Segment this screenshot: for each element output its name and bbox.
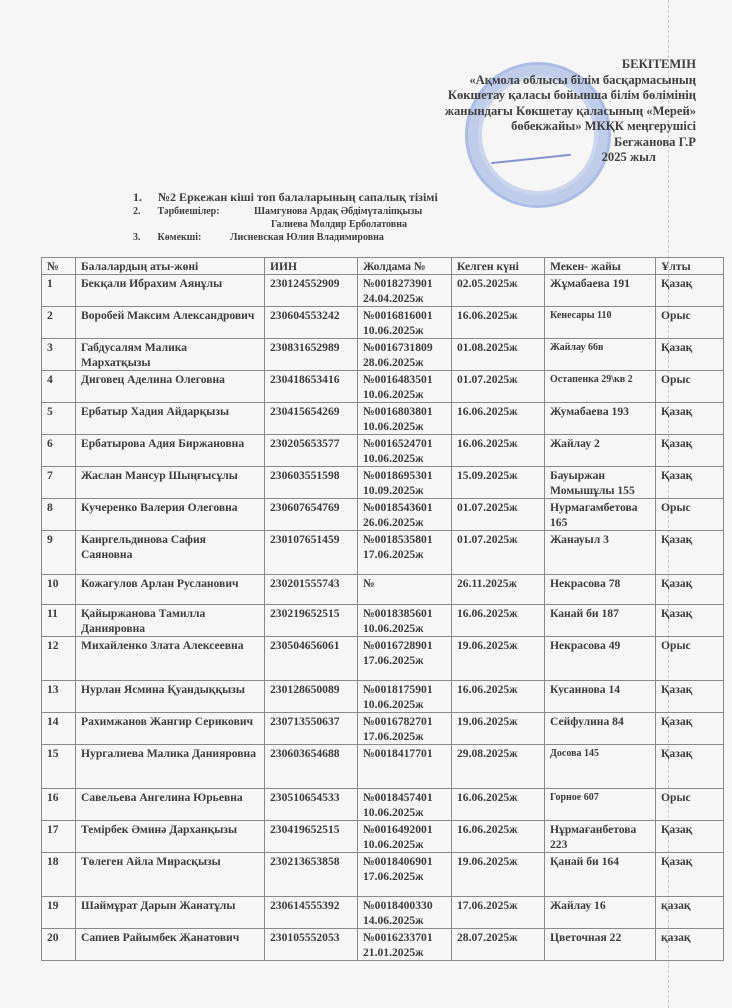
referral-number: №0016492001	[363, 823, 433, 836]
referral	[358, 929, 452, 961]
teachers-line-2	[133, 218, 438, 231]
address: Канай би 187	[545, 605, 656, 637]
address: Цветочная 22	[545, 929, 656, 961]
referral	[358, 789, 452, 821]
row-number: 8	[42, 499, 76, 531]
row-number: 5	[42, 403, 76, 435]
referral-date: 10.06.2025ж	[363, 806, 424, 819]
referral-number: №0016233701	[363, 931, 433, 944]
child-iin: 230415654269	[265, 403, 358, 435]
table-row	[42, 713, 724, 745]
referral-date: 10.06.2025ж	[363, 622, 424, 635]
group-title: №2 Еркежан кіші топ балаларының сапалық тізімі	[158, 190, 438, 204]
referral-date: 10.06.2025ж	[363, 324, 424, 337]
approval-line: жанындағы Көкшетау қаласының «Мерей»	[444, 103, 696, 118]
child-iin: 230201555743	[265, 575, 358, 605]
referral-date: 10.06.2025ж	[363, 452, 424, 465]
table-row	[42, 307, 724, 339]
table-row	[42, 605, 724, 637]
child-iin: 230205653577	[265, 435, 358, 467]
nationality: Қазақ	[656, 575, 724, 605]
child-name: Шаймұрат Дарын Жанатұлы	[76, 897, 265, 929]
referral	[358, 605, 452, 637]
table-row	[42, 467, 724, 499]
row-number: 15	[42, 745, 76, 789]
table-row	[42, 499, 724, 531]
table-row	[42, 929, 724, 961]
row-number: 3	[42, 339, 76, 371]
table-row	[42, 531, 724, 575]
child-iin: 230418653416	[265, 371, 358, 403]
referral	[358, 531, 452, 575]
referral-date: 17.06.2025ж	[363, 548, 424, 561]
row-number: 4	[42, 371, 76, 403]
child-name: Кожагулов Арлан Русланович	[76, 575, 265, 605]
referral-date: 10.09.2025ж	[363, 484, 424, 497]
arrival-date: 16.06.2025ж	[452, 681, 545, 713]
approval-line: бөбекжайы» МКҚК меңгерушісі	[511, 119, 696, 133]
arrival-date: 01.07.2025ж	[452, 371, 545, 403]
referral-number: №0018175901	[363, 683, 433, 696]
address: Жайлау 16	[545, 897, 656, 929]
nationality: қазақ	[656, 897, 724, 929]
item-number: 3.	[133, 232, 141, 243]
address: Досова 145	[545, 745, 656, 789]
header-referral: Жолдама №	[358, 258, 452, 275]
child-name: Ербатыр Хадия Айдарқызы	[76, 403, 265, 435]
assistant-line	[133, 231, 438, 244]
referral-number: №0016731809	[363, 341, 433, 354]
header-number: №	[42, 258, 76, 275]
referral-date: 10.06.2025ж	[363, 838, 424, 851]
arrival-date: 19.06.2025ж	[452, 713, 545, 745]
referral	[358, 339, 452, 371]
referral-number: №0016524701	[363, 437, 433, 450]
referral-number: №0018273901	[363, 277, 433, 290]
arrival-date: 01.07.2025ж	[452, 499, 545, 531]
referral	[358, 745, 452, 789]
address: Жумабаева 193	[545, 403, 656, 435]
address: Кусаинова 14	[545, 681, 656, 713]
nationality: Қазақ	[656, 745, 724, 789]
child-name: Каиргельдинова Сафия Саяновна	[76, 531, 265, 575]
child-name: Диговец Аделина Олеговна	[76, 371, 265, 403]
arrival-date: 02.05.2025ж	[452, 275, 545, 307]
referral-date: 17.06.2025ж	[363, 654, 424, 667]
children-table	[41, 257, 724, 961]
referral-date: 21.01.2025ж	[363, 946, 424, 959]
child-name: Савельева Ангелина Юрьевна	[76, 789, 265, 821]
row-number: 12	[42, 637, 76, 681]
referral	[358, 681, 452, 713]
row-number: 7	[42, 467, 76, 499]
child-name: Жаслан Мансур Шыңғысұлы	[76, 467, 265, 499]
child-iin: 230510654533	[265, 789, 358, 821]
referral	[358, 435, 452, 467]
approval-block	[376, 57, 696, 166]
teacher-name: Галиева Молдир Ерболатовна	[271, 219, 407, 230]
address: Горное 607	[545, 789, 656, 821]
address: Нурмагамбетова 165	[545, 499, 656, 531]
referral-number: №0018406901	[363, 855, 433, 868]
child-name: Михайленко Злата Алексеевна	[76, 637, 265, 681]
nationality: Қазақ	[656, 713, 724, 745]
child-iin: 230831652989	[265, 339, 358, 371]
row-number: 2	[42, 307, 76, 339]
arrival-date: 16.06.2025ж	[452, 789, 545, 821]
table-row	[42, 435, 724, 467]
referral-number: №0016803801	[363, 405, 433, 418]
child-name: Сапиев Райымбек Жанатович	[76, 929, 265, 961]
child-iin: 230713550637	[265, 713, 358, 745]
row-number: 18	[42, 853, 76, 897]
address: Остапенка 29\кв 2	[545, 371, 656, 403]
child-iin: 230219652515	[265, 605, 358, 637]
table-row	[42, 575, 724, 605]
arrival-date: 28.07.2025ж	[452, 929, 545, 961]
arrival-date: 19.06.2025ж	[452, 637, 545, 681]
referral	[358, 371, 452, 403]
child-iin: 230603654688	[265, 745, 358, 789]
referral-date: 26.06.2025ж	[363, 516, 424, 529]
arrival-date: 01.07.2025ж	[452, 531, 545, 575]
table-header-row	[42, 258, 724, 275]
child-name: Бекқали Ибрахим Аянұлы	[76, 275, 265, 307]
child-iin: 230604553242	[265, 307, 358, 339]
child-iin: 230128650089	[265, 681, 358, 713]
arrival-date: 16.06.2025ж	[452, 821, 545, 853]
nationality: Қазақ	[656, 853, 724, 897]
nationality: Қазақ	[656, 821, 724, 853]
arrival-date: 26.11.2025ж	[452, 575, 545, 605]
table-row	[42, 789, 724, 821]
child-iin: 230607654769	[265, 499, 358, 531]
arrival-date: 16.06.2025ж	[452, 307, 545, 339]
address: Нұрмағанбетова 223	[545, 821, 656, 853]
nationality: Орыс	[656, 499, 724, 531]
referral-number: №0016483501	[363, 373, 433, 386]
referral-number: №0018457401	[363, 791, 433, 804]
referral	[358, 821, 452, 853]
header-address: Мекен- жайы	[545, 258, 656, 275]
nationality: Орыс	[656, 307, 724, 339]
address: Бауыржан Момышұлы 155	[545, 467, 656, 499]
referral-number: №0018400330	[363, 899, 433, 912]
arrival-date: 16.06.2025ж	[452, 435, 545, 467]
group-title-line	[133, 189, 438, 205]
referral	[358, 637, 452, 681]
assistant-label: Көмекші:	[157, 232, 202, 243]
address: Сейфулина 84	[545, 713, 656, 745]
referral-date: 10.06.2025ж	[363, 698, 424, 711]
row-number: 14	[42, 713, 76, 745]
row-number: 6	[42, 435, 76, 467]
arrival-date: 16.06.2025ж	[452, 605, 545, 637]
approval-year: 2025 жыл	[601, 150, 656, 164]
table-row	[42, 745, 724, 789]
address: Жайлау 2	[545, 435, 656, 467]
nationality: Қазақ	[656, 531, 724, 575]
nationality: Орыс	[656, 637, 724, 681]
child-iin: 230419652515	[265, 821, 358, 853]
address: Некрасова 49	[545, 637, 656, 681]
child-name: Нурлан Ясмина Қуандыққызы	[76, 681, 265, 713]
row-number: 17	[42, 821, 76, 853]
child-iin: 230124552909	[265, 275, 358, 307]
nationality: Қазақ	[656, 435, 724, 467]
child-name: Воробей Максим Александрович	[76, 307, 265, 339]
arrival-date: 29.08.2025ж	[452, 745, 545, 789]
child-iin: 230213653858	[265, 853, 358, 897]
assistant-name: Лисневская Юлия Владимировна	[230, 232, 384, 243]
row-number: 20	[42, 929, 76, 961]
nationality: Қазақ	[656, 605, 724, 637]
table-row	[42, 637, 724, 681]
nationality: Орыс	[656, 789, 724, 821]
header-nationality: Ұлты	[656, 258, 724, 275]
teachers-line	[133, 205, 438, 218]
child-iin: 230614555392	[265, 897, 358, 929]
table-body	[42, 275, 724, 961]
referral	[358, 403, 452, 435]
child-iin: 230504656061	[265, 637, 358, 681]
child-iin: 230105552053	[265, 929, 358, 961]
arrival-date: 17.06.2025ж	[452, 897, 545, 929]
nationality: Орыс	[656, 371, 724, 403]
row-number: 16	[42, 789, 76, 821]
child-name: Кучеренко Валерия Олеговна	[76, 499, 265, 531]
approval-line: Бегжанова Г.Р	[614, 134, 696, 149]
group-info	[133, 189, 438, 244]
referral-date: 24.04.2025ж	[363, 292, 424, 305]
table-row	[42, 403, 724, 435]
child-name: Темірбек Әминә Дарханқызы	[76, 821, 265, 853]
nationality: Қазақ	[656, 403, 724, 435]
row-number: 13	[42, 681, 76, 713]
child-name: Ербатырова Адия Биржановна	[76, 435, 265, 467]
referral-number: №0018417701	[363, 747, 433, 760]
referral-number: №0016728901	[363, 639, 433, 652]
arrival-date: 19.06.2025ж	[452, 853, 545, 897]
referral-date: 10.06.2025ж	[363, 420, 424, 433]
approval-line: «Ақмола облысы білім басқармасының	[469, 72, 696, 87]
referral	[358, 467, 452, 499]
address: Жайлау 66в	[545, 339, 656, 371]
referral	[358, 499, 452, 531]
referral	[358, 307, 452, 339]
referral	[358, 575, 452, 605]
address: Жұмабаева 191	[545, 275, 656, 307]
child-name: Қайыржанова Тамилла Данияровна	[76, 605, 265, 637]
address: Қанай би 164	[545, 853, 656, 897]
nationality: Қазақ	[656, 681, 724, 713]
referral-number: №0018535801	[363, 533, 433, 546]
address: Жанауыл 3	[545, 531, 656, 575]
approval-title: БЕКІТЕМІН	[621, 57, 696, 71]
referral-date: 28.06.2025ж	[363, 356, 424, 369]
header-name: Балалардың аты-жөні	[76, 258, 265, 275]
address: Некрасова 78	[545, 575, 656, 605]
approval-line: Көкшетау қаласы бойынша білім бөлімінің	[447, 88, 696, 102]
child-iin: 230603551598	[265, 467, 358, 499]
table-row	[42, 897, 724, 929]
row-number: 9	[42, 531, 76, 575]
nationality: Қазақ	[656, 339, 724, 371]
referral-number: №	[363, 577, 375, 590]
teacher-name: Шамгунова Ардақ Әбдімүталіпқызы	[254, 206, 423, 217]
teachers-label: Тәрбиешілер:	[157, 206, 220, 217]
referral	[358, 713, 452, 745]
table-row	[42, 821, 724, 853]
table-row	[42, 275, 724, 307]
header-iin: ИИН	[265, 258, 358, 275]
table-row	[42, 853, 724, 897]
row-number: 10	[42, 575, 76, 605]
nationality: қазақ	[656, 929, 724, 961]
arrival-date: 16.06.2025ж	[452, 403, 545, 435]
child-name: Нургалиева Малика Данияровна	[76, 745, 265, 789]
arrival-date: 01.08.2025ж	[452, 339, 545, 371]
referral-date: 10.06.2025ж	[363, 388, 424, 401]
table-row	[42, 681, 724, 713]
child-name: Төлеген Айла Мирасқызы	[76, 853, 265, 897]
item-number: 1.	[133, 190, 142, 204]
item-number: 2.	[133, 206, 141, 217]
row-number: 1	[42, 275, 76, 307]
referral-number: №0016782701	[363, 715, 433, 728]
nationality: Қазақ	[656, 467, 724, 499]
child-iin: 230107651459	[265, 531, 358, 575]
referral-number: №0018385601	[363, 607, 433, 620]
table-row	[42, 339, 724, 371]
referral	[358, 897, 452, 929]
referral-date: 17.06.2025ж	[363, 730, 424, 743]
referral-date: 14.06.2025ж	[363, 914, 424, 927]
referral-number: №0016816001	[363, 309, 433, 322]
referral-number: №0018695301	[363, 469, 433, 482]
nationality: Қазақ	[656, 275, 724, 307]
referral-date: 17.06.2025ж	[363, 870, 424, 883]
row-number: 11	[42, 605, 76, 637]
arrival-date: 15.09.2025ж	[452, 467, 545, 499]
referral-number: №0018543601	[363, 501, 433, 514]
row-number: 19	[42, 897, 76, 929]
table-row	[42, 371, 724, 403]
child-name: Рахимжанов Жангир Серикович	[76, 713, 265, 745]
child-name: Габдусалям Малика Мархатқызы	[76, 339, 265, 371]
referral	[358, 275, 452, 307]
referral	[358, 853, 452, 897]
address: Кенесары 110	[545, 307, 656, 339]
header-arrival-date: Келген күні	[452, 258, 545, 275]
